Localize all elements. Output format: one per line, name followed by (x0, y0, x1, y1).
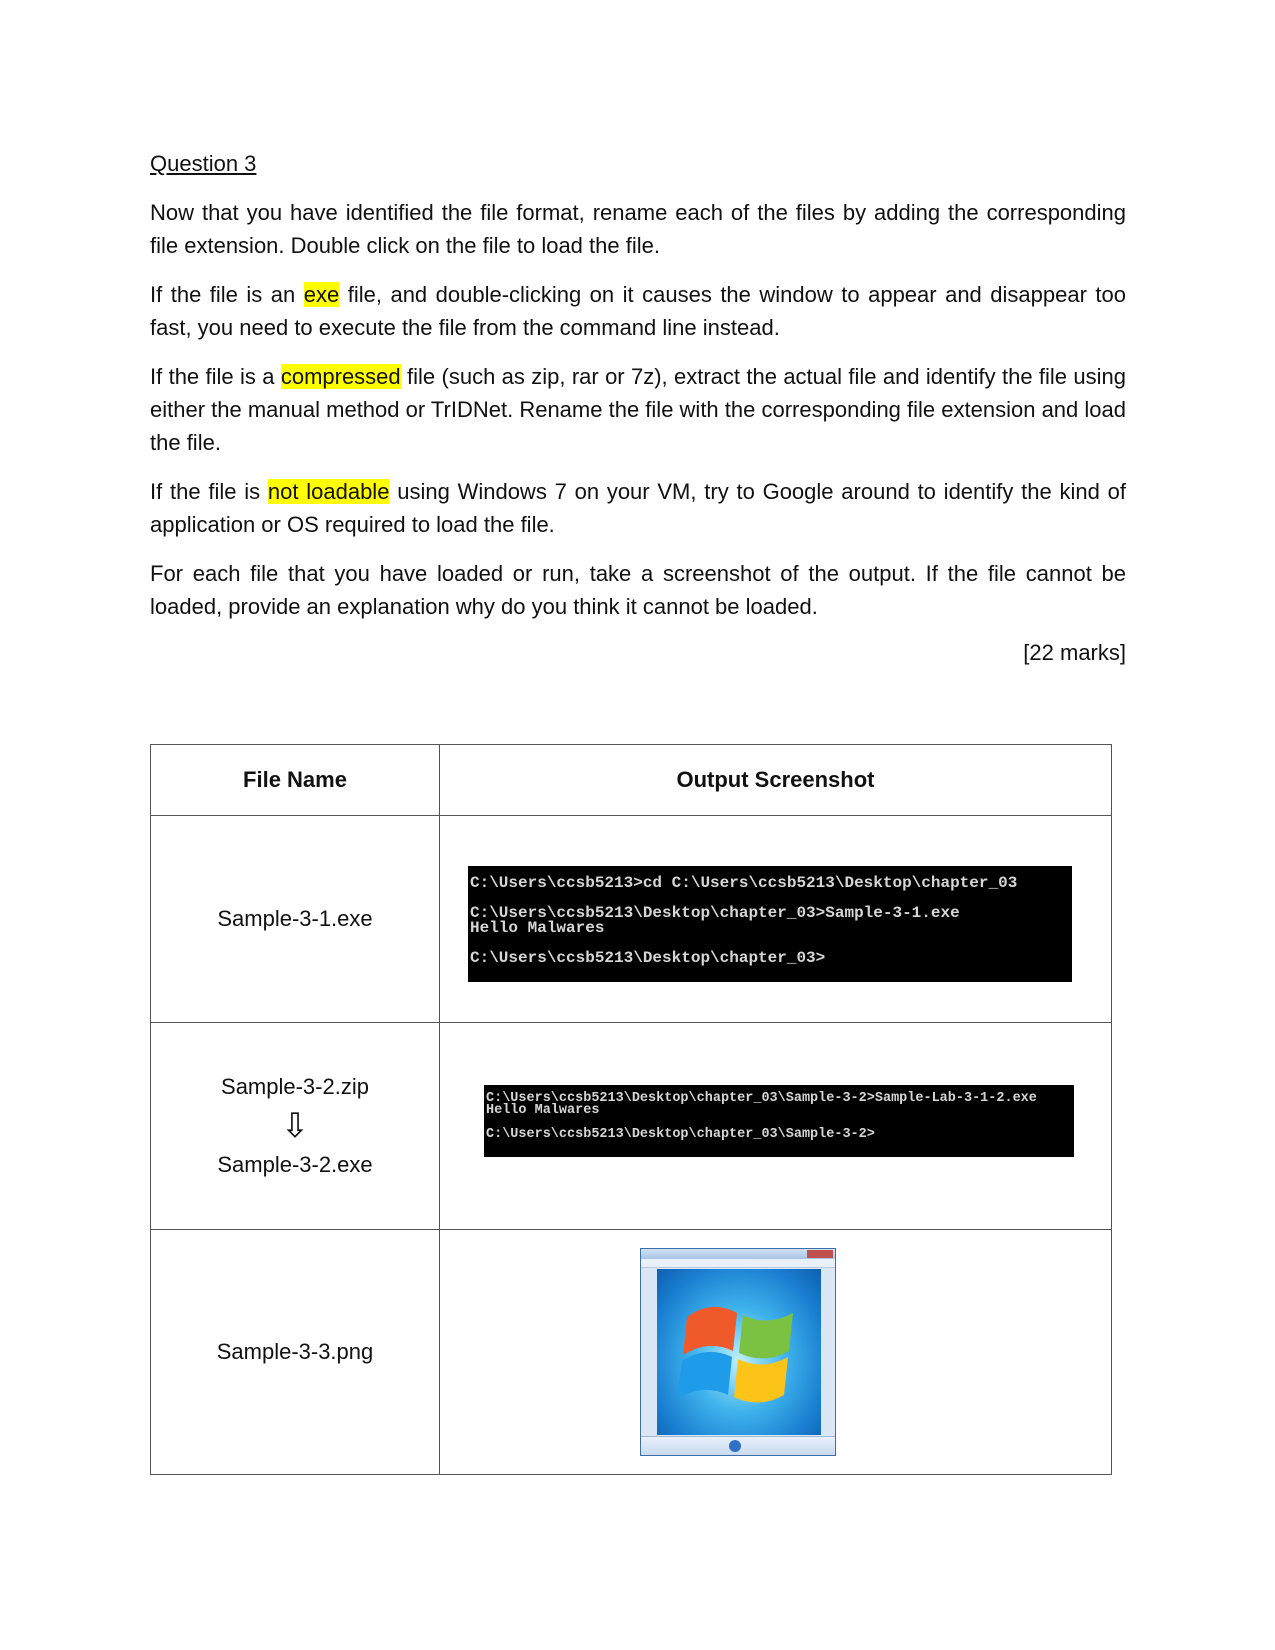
slideshow-icon (729, 1440, 741, 1452)
table-row (151, 1023, 1112, 1230)
down-arrow-icon: ⇩ (280, 1107, 310, 1145)
table-row (151, 1230, 1112, 1475)
paragraph-instructions: Now that you have identified the file format, rename each of the files by adding the corresponding file extension. Double click on the file to load the file. (150, 200, 1126, 258)
file-name-exe: Sample-3-2.exe (217, 1152, 373, 1177)
highlight-not-loadable: not loadable (267, 479, 390, 504)
console-screenshot (468, 866, 1072, 982)
header-output-screenshot: Output Screenshot (440, 745, 1112, 816)
marks-label: [22 marks] (1023, 640, 1126, 665)
paragraph-compressed-text-1: If the file is a (150, 364, 281, 389)
screenshot-cell (440, 1230, 1112, 1475)
paragraph-not-loadable-text-1: If the file is (150, 479, 268, 504)
console-line: C:\Users\ccsb5213>cd C:\Users\ccsb5213\Desktop\chapter_03 (470, 874, 1018, 892)
screenshot-cell (440, 1023, 1112, 1230)
paragraph-exe-text-1: If the file is an (150, 282, 304, 307)
paragraph-not-loadable-text-2: using Windows 7 on your VM, try to Google around to identify the kind of application or OS required to load the file. (150, 479, 1126, 537)
highlight-compressed: compressed (280, 364, 401, 389)
windows-7-logo-image (657, 1269, 821, 1435)
console-line: C:\Users\ccsb5213\Desktop\chapter_03\Sample-3-2> (486, 1127, 875, 1142)
paragraph-exe (150, 278, 1126, 344)
paragraph-compressed-text-2: file (such as zip, rar or 7z), extract the actual file and identify the file using either the manual method or TrIDNet. Rename the file with the corresponding file extension and load the file. (150, 364, 1126, 455)
file-name: Sample-3-3.png (216, 1339, 374, 1364)
table-header-row (151, 745, 1112, 816)
console-line: C:\Users\ccsb5213\Desktop\chapter_03> (470, 949, 826, 967)
window-controls-icon (807, 1250, 833, 1258)
paragraph-compressed (150, 360, 1126, 459)
screenshot-cell (440, 816, 1112, 1023)
paragraph-exe-text-2: file, and double-clicking on it causes the window to appear and disappear too fast, you need to execute the file from the command line instead. (150, 282, 1126, 340)
header-file-name: File Name (151, 745, 440, 816)
file-name-zip: Sample-3-2.zip (221, 1074, 369, 1099)
console-line: Hello Malwares (486, 1103, 600, 1118)
console-screenshot (484, 1085, 1074, 1157)
table-row (151, 816, 1112, 1023)
file-name-cell (151, 1023, 440, 1230)
console-line: C:\Users\ccsb5213\Desktop\chapter_03\Sample-3-2>Sample-Lab-3-1-2.exe (486, 1091, 1037, 1106)
question-section (150, 150, 1126, 667)
answer-table (150, 744, 1112, 1475)
viewer-toolbar (641, 1436, 835, 1455)
paragraph-screenshot: For each file that you have loaded or run, take a screenshot of the output. If the file cannot be loaded, provide an explanation why do you think it cannot be loaded. (150, 561, 1126, 619)
console-line: Hello Malwares (470, 919, 605, 937)
file-name: Sample-3-1.exe (217, 906, 373, 931)
file-name-cell (151, 1230, 440, 1475)
console-line: C:\Users\ccsb5213\Desktop\chapter_03>Sample-3-1.exe (470, 904, 960, 922)
question-heading: Question 3 (150, 151, 257, 176)
highlight-exe: exe (303, 282, 340, 307)
paragraph-not-loadable (150, 475, 1126, 541)
photo-viewer-screenshot (640, 1248, 836, 1456)
viewer-menubar (641, 1259, 835, 1268)
file-name-cell (151, 816, 440, 1023)
windows-logo-icon (657, 1269, 821, 1435)
viewer-titlebar (641, 1249, 835, 1259)
